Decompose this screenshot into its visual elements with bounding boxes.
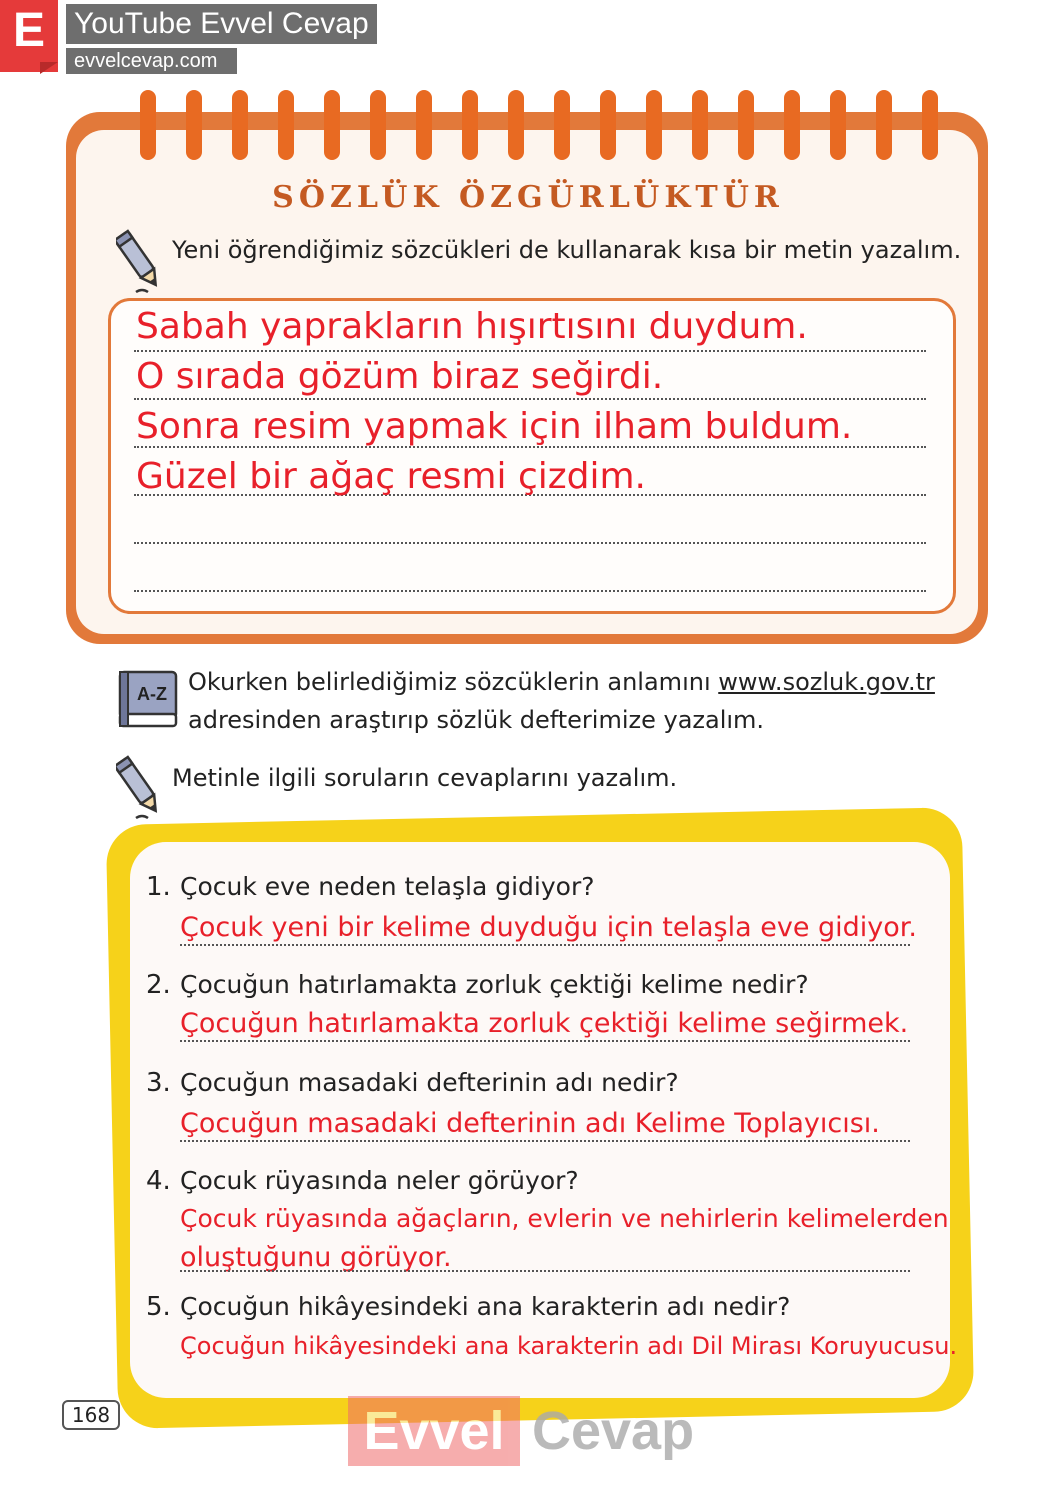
answer-line: [180, 1270, 910, 1272]
writing-line: [134, 350, 926, 352]
answer-text: Çocuk rüyasında ağaçların, evlerin ve nehirlerin kelimelerden: [180, 1204, 949, 1233]
svg-text:A-Z: A-Z: [137, 684, 167, 704]
notebook-ring: [416, 90, 432, 160]
answer-text: Çocuğun hikâyesindeki ana karakterin adı Dil Mirası Koruyucusu.: [180, 1332, 958, 1360]
notebook-ring: [324, 90, 340, 160]
notebook-ring: [784, 90, 800, 160]
handwritten-line: Sabah yaprakların hışırtısını duydum.: [136, 306, 808, 347]
notebook-ring: [462, 90, 478, 160]
notebook-ring: [600, 90, 616, 160]
question-number: 2.: [146, 970, 171, 1000]
notebook-ring: [554, 90, 570, 160]
notebook-ring: [922, 90, 938, 160]
answer-line: [180, 1040, 910, 1042]
question-number: 3.: [146, 1068, 171, 1098]
writing-instruction: Yeni öğrendiğimiz sözcükleri de kullanarak kısa bir metin yazalım.: [172, 236, 962, 264]
brand-url[interactable]: evvelcevap.com: [66, 48, 237, 74]
notebook-ring: [646, 90, 662, 160]
writing-line: [134, 398, 926, 400]
answer-text: Çocuğun hatırlamakta zorluk çektiği kelime seğirmek.: [180, 1008, 909, 1039]
question-text: Çocuğun masadaki defterinin adı nedir?: [180, 1068, 679, 1097]
page-number: 168: [62, 1400, 120, 1430]
question-number: 5.: [146, 1292, 171, 1322]
writing-line: [134, 542, 926, 544]
section-title: SÖZLÜK ÖZGÜRLÜKTÜR: [272, 180, 784, 215]
answer-line: [180, 944, 910, 946]
dictionary-book-icon: [116, 668, 182, 730]
notebook-ring: [232, 90, 248, 160]
sozluk-link[interactable]: www.sozluk.gov.tr: [718, 668, 935, 696]
handwritten-line: Güzel bir ağaç resmi çizdim.: [136, 456, 646, 497]
notebook-ring: [370, 90, 386, 160]
dictionary-note-line1: [188, 668, 935, 696]
pencil-icon: [116, 226, 162, 296]
footer-logo-cevap: Cevap: [532, 1401, 695, 1461]
question-text: Çocuk eve neden telaşla gidiyor?: [180, 872, 595, 901]
notebook-ring: [186, 90, 202, 160]
dictionary-text: Okurken belirlediğimiz sözcüklerin anlamını: [188, 668, 719, 696]
question-text: Çocuk rüyasında neler görüyor?: [180, 1166, 579, 1195]
notebook-ring: [140, 90, 156, 160]
footer-logo-evvel: Evvel: [348, 1396, 520, 1466]
notebook-ring: [830, 90, 846, 160]
notebook-ring: [278, 90, 294, 160]
notebook-ring: [692, 90, 708, 160]
handwritten-line: O sırada gözüm biraz seğirdi.: [136, 356, 664, 397]
question-number: 1.: [146, 872, 171, 902]
brand-logo: E: [0, 0, 58, 72]
pencil-icon: [116, 752, 162, 822]
brand-title[interactable]: YouTube Evvel Cevap: [66, 4, 377, 44]
notebook-ring: [876, 90, 892, 160]
question-text: Çocuğun hatırlamakta zorluk çektiği kelime nedir?: [180, 970, 809, 999]
notebook-ring: [508, 90, 524, 160]
dictionary-note-line2: adresinden araştırıp sözlük defterimize yazalım.: [188, 706, 765, 734]
question-text: Çocuğun hikâyesindeki ana karakterin adı nedir?: [180, 1292, 791, 1321]
question-number: 4.: [146, 1166, 171, 1196]
answer-text-continued: oluştuğunu görüyor.: [180, 1242, 452, 1273]
answer-line: [180, 1140, 910, 1142]
questions-instruction: Metinle ilgili soruların cevaplarını yazalım.: [172, 764, 678, 792]
handwritten-line: Sonra resim yapmak için ilham buldum.: [136, 406, 853, 447]
writing-line: [134, 590, 926, 592]
answer-text: Çocuğun masadaki defterinin adı Kelime Toplayıcısı.: [180, 1108, 880, 1139]
notebook-ring: [738, 90, 754, 160]
answer-text: Çocuk yeni bir kelime duyduğu için telaşla eve gidiyor.: [180, 912, 918, 943]
